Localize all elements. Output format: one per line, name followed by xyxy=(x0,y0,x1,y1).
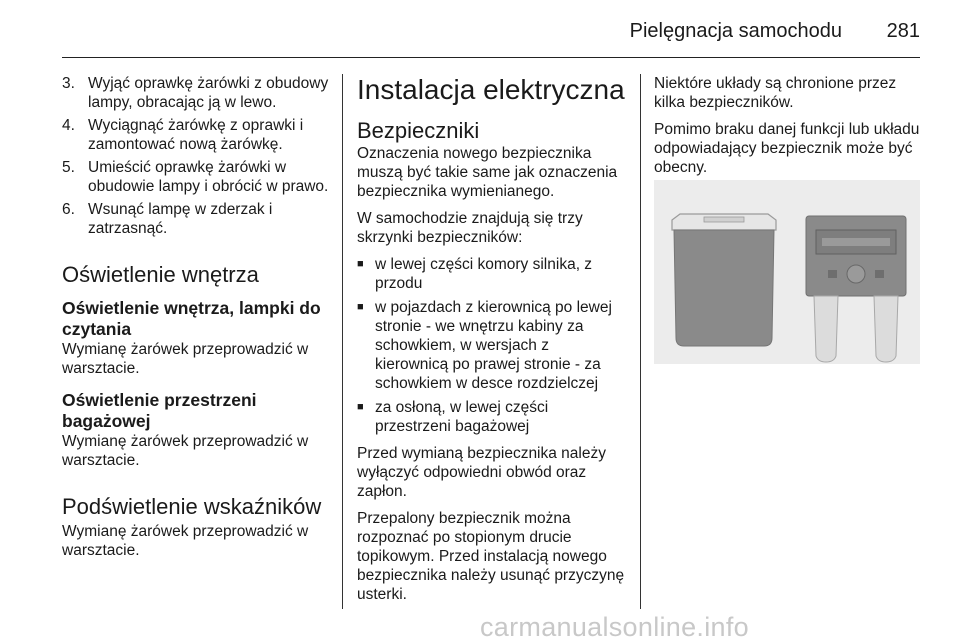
step-text: Wyjąć oprawkę żarówki z obudowy lampy, obracając ją w lewo. xyxy=(88,75,329,111)
interior-lighting-heading: Oświetlenie wnętrza xyxy=(62,262,259,287)
right-column xyxy=(654,74,920,185)
fuse-illustration xyxy=(654,180,920,364)
page-number: 281 xyxy=(886,20,920,42)
luggage-lighting-heading: Oświetlenie przestrzeni bagażowej xyxy=(62,390,257,431)
page-header xyxy=(62,0,920,58)
paragraph: Pomimo braku danej funkcji lub układu odpowiadający bezpiecznik może być obecny. xyxy=(654,121,920,176)
bulb-steps-list xyxy=(62,74,330,238)
step-text: Wsunąć lampę w zderzak i zatrzasnąć. xyxy=(88,201,273,237)
bullet-square-icon: ■ xyxy=(357,401,364,413)
bullet-square-icon: ■ xyxy=(357,258,364,270)
reading-lamps-text: Wymianę żarówek przeprowadzić w warsztacie. xyxy=(62,341,309,377)
middle-column xyxy=(357,74,625,612)
list-item xyxy=(357,298,625,393)
left-column xyxy=(62,74,330,568)
luggage-lighting-text: Wymianę żarówek przeprowadzić w warsztacie. xyxy=(62,433,309,469)
list-item xyxy=(62,74,330,112)
paragraph: Przed wymianą bezpiecznika należy wyłączyć odpowiedni obwód oraz zapłon. xyxy=(357,445,606,500)
step-number: 3. xyxy=(62,75,75,92)
reading-lamps-heading: Oświetlenie wnętrza, lampki do czytania xyxy=(62,298,321,339)
step-number: 5. xyxy=(62,159,75,176)
fuse-icon xyxy=(654,180,920,364)
paragraph: Niektóre układy są chronione przez kilka bezpieczników. xyxy=(654,75,897,111)
paragraph: W samochodzie znajdują się trzy skrzynki bezpieczników: xyxy=(357,210,583,246)
instrument-illumination-text: Wymianę żarówek przeprowadzić w warsztacie. xyxy=(62,523,309,559)
list-item xyxy=(357,255,625,293)
list-item xyxy=(357,398,625,436)
electrical-system-heading: Instalacja elektryczna xyxy=(357,74,625,105)
list-item xyxy=(62,200,330,238)
list-item-text: w lewej części komory silnika, z przodu xyxy=(375,256,593,292)
list-item xyxy=(62,116,330,154)
list-item-text: w pojazdach z kierownicą po lewej stronie - we wnętrzu kabiny za schowkiem, w wersjach z kierownicą po prawej stronie - za schowkiem w desce rozdzielczej xyxy=(375,299,612,392)
step-number: 6. xyxy=(62,201,75,218)
fuses-heading: Bezpieczniki xyxy=(357,118,480,143)
paragraph: Oznaczenia nowego bezpiecznika muszą być takie same jak oznaczenia bezpiecznika wymienianego. xyxy=(357,145,618,200)
step-text: Umieścić oprawkę żarówki w obudowie lampy i obrócić w prawo. xyxy=(88,159,329,195)
column-divider xyxy=(342,74,343,609)
list-item-text: za osłoną, w lewej części przestrzeni bagażowej xyxy=(375,399,549,435)
instrument-illumination-heading: Podświetlenie wskaźników xyxy=(62,494,322,519)
list-item xyxy=(62,158,330,196)
fuse-box-list xyxy=(357,255,625,436)
paragraph: Przepalony bezpiecznik można rozpoznać po stopionym drucie topikowym. Przed instalacją nowego bezpiecznika należy usunąć przyczynę usterki. xyxy=(357,510,625,603)
step-text: Wyciągnąć żarówkę z oprawki i zamontować nową żarówkę. xyxy=(88,117,304,153)
column-divider xyxy=(640,74,641,609)
step-number: 4. xyxy=(62,117,75,134)
bullet-square-icon: ■ xyxy=(357,301,364,313)
section-title: Pielęgnacja samochodu xyxy=(629,20,842,42)
watermark: carmanualsonline.info xyxy=(480,612,749,642)
